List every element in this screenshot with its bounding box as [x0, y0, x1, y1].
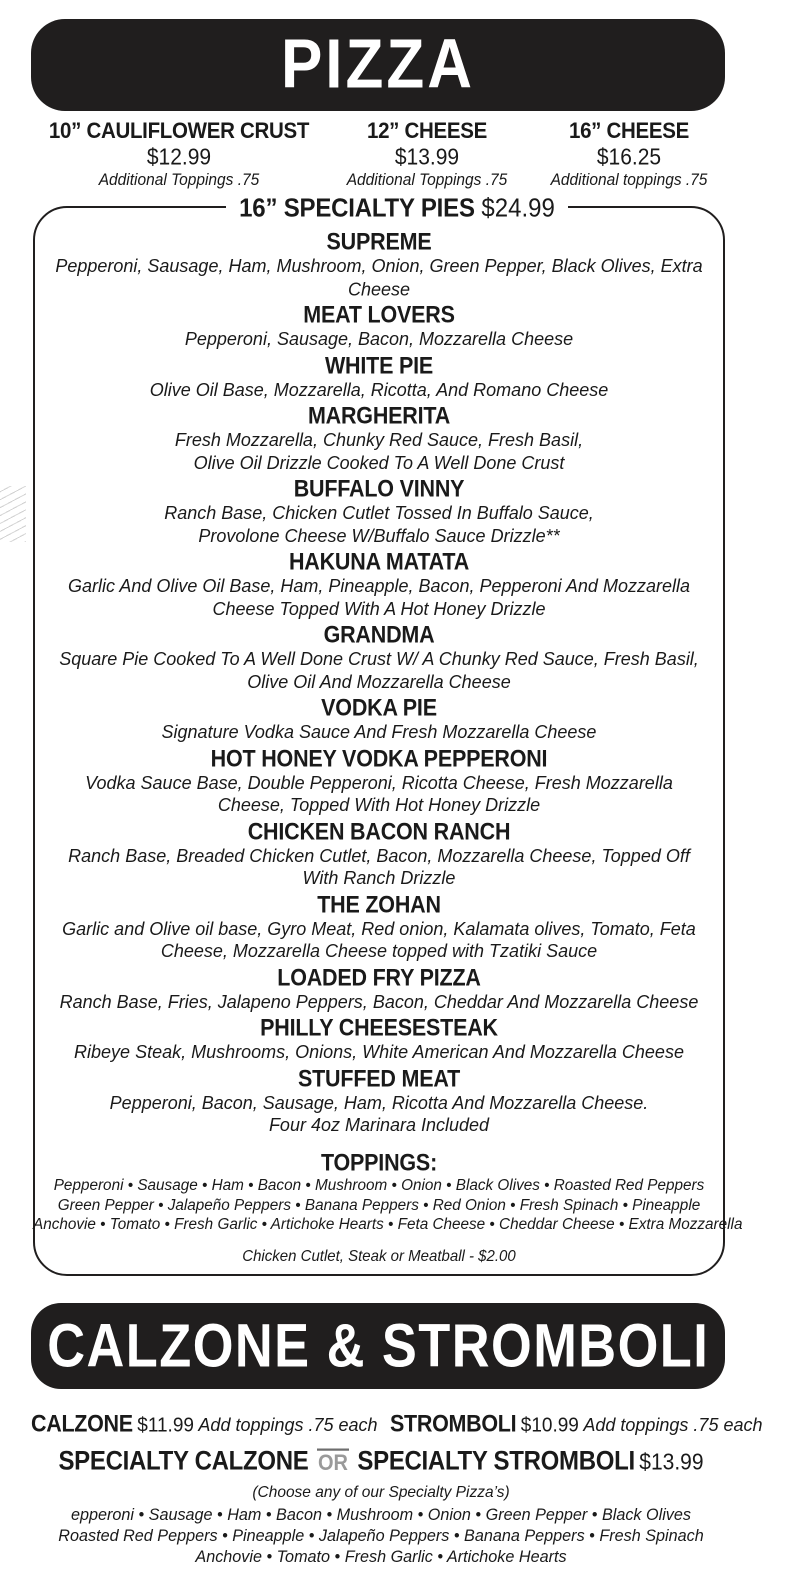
pie-item-hakuna-matata — [33, 550, 725, 620]
toppings-line: Green Pepper • Jalapeño Peppers • Banana Peppers • Red Onion • Fresh Spinach • Pineapple — [57, 1196, 701, 1214]
pie-item-loaded-fry-pizza — [33, 966, 725, 1014]
pie-name: THE ZOHAN — [317, 891, 441, 918]
specialty-choose-note: (Choose any of our Specialty Pizza’s) — [252, 1483, 510, 1502]
size-option-16-cheese — [527, 118, 731, 190]
stromboli-price: $10.99 — [520, 1414, 579, 1437]
calzone-banner-title: CALZONE & STROMBOLI — [47, 1311, 709, 1381]
stromboli-label: STROMBOLI — [390, 1410, 517, 1438]
toppings-line: Pepperoni • Sausage • Ham • Bacon • Mushroom • Onion • Black Olives • Roasted Red Peppers — [53, 1176, 705, 1195]
pie-item-chicken-bacon-ranch — [33, 820, 725, 890]
pie-description: Ribeye Steak, Mushrooms, Onions, White American And Mozzarella Cheese — [74, 1041, 684, 1063]
scan-artifact — [0, 486, 26, 542]
pie-description: Ranch Base, Chicken Cutlet Tossed In Buffalo Sauce, — [164, 502, 594, 524]
size-price: $13.99 — [394, 145, 460, 170]
pie-description: Olive Oil And Mozzarella Cheese — [247, 671, 511, 692]
size-name: 16” CHEESE — [568, 118, 690, 144]
pie-item-supreme — [33, 230, 725, 300]
toppings-premium-note: Chicken Cutlet, Steak or Meatball - $2.00 — [242, 1247, 516, 1265]
pie-description: Ranch Base, Fries, Jalapeno Peppers, Bacon, Cheddar And Mozzarella Cheese — [59, 991, 699, 1012]
specialty-calzone-label: SPECIALTY CALZONE — [58, 1446, 309, 1477]
calzone-label: CALZONE — [31, 1410, 133, 1438]
pie-name: VODKA PIE — [321, 694, 437, 722]
pie-description: Cheese Topped With A Hot Honey Drizzle — [212, 598, 546, 619]
or-badge: OR — [318, 1449, 348, 1477]
pie-description: Cheese, Topped With Hot Honey Drizzle — [217, 794, 541, 816]
pie-description: Square Pie Cooked To A Well Done Crust W/ A Chunky Red Sauce, Fresh Basil, — [59, 648, 699, 670]
pie-item-margherita — [33, 404, 725, 474]
size-topping-note: Additional Toppings .75 — [98, 171, 260, 190]
pie-name: LOADED FRY PIZZA — [277, 964, 481, 991]
pie-name: PHILLY CHEESESTEAK — [260, 1014, 498, 1042]
calzone-topping-note: Add toppings .75 each — [198, 1414, 378, 1436]
calzone-toppings-line: Anchovie • Tomato • Fresh Garlic • Artichoke Hearts — [195, 1547, 567, 1567]
pie-item-vodka-pie — [33, 696, 725, 744]
pie-name: MARGHERITA — [307, 402, 451, 430]
pizza-size-price-row — [31, 118, 731, 190]
pie-description: Olive Oil Base, Mozzarella, Ricotta, And Romano Cheese — [149, 379, 609, 400]
pie-description: Fresh Mozzarella, Chunky Red Sauce, Fresh Basil, — [174, 429, 584, 451]
size-price: $12.99 — [146, 145, 212, 170]
pie-name: SUPREME — [326, 228, 432, 256]
pie-item-grandma — [33, 623, 725, 693]
pie-description: Ranch Base, Breaded Chicken Cutlet, Bacon, Mozzarella Cheese, Topped Off — [68, 845, 690, 866]
calzone-toppings-line: Roasted Red Peppers • Pineapple • Jalapeño Peppers • Banana Peppers • Fresh Spinach — [58, 1526, 704, 1546]
pie-name: MEAT LOVERS — [303, 301, 455, 329]
pie-item-buffalo-vinny — [33, 477, 725, 547]
size-topping-note: Additional toppings .75 — [550, 171, 708, 190]
pie-description: Pepperoni, Sausage, Ham, Mushroom, Onion, Green Pepper, Black Olives, Extra Cheese — [55, 255, 703, 300]
pie-description: Signature Vodka Sauce And Fresh Mozzarella Cheese — [161, 721, 597, 743]
size-price: $16.25 — [596, 145, 662, 170]
specialty-pies-price: $24.99 — [481, 193, 555, 224]
pie-name: STUFFED MEAT — [297, 1065, 461, 1092]
pie-item-white-pie — [33, 354, 725, 402]
size-topping-note: Additional Toppings .75 — [346, 171, 508, 190]
pizza-toppings-block — [33, 1149, 743, 1266]
calzone-price: $11.99 — [137, 1414, 194, 1437]
toppings-line: Anchovie • Tomato • Fresh Garlic • Artichoke Hearts • Feta Cheese • Cheddar Cheese • Extra Mozzarella — [33, 1215, 743, 1234]
pie-description: Pepperoni, Bacon, Sausage, Ham, Ricotta And Mozzarella Cheese. — [109, 1092, 649, 1113]
specialty-calzone-stromboli-row — [31, 1448, 731, 1476]
specialty-pies-label: 16” SPECIALTY PIES — [239, 193, 475, 224]
specialty-stromboli-label: SPECIALTY STROMBOLI — [357, 1446, 635, 1477]
size-name: 12” CHEESE — [366, 118, 488, 144]
toppings-heading: TOPPINGS: — [320, 1149, 438, 1177]
pie-item-meat-lovers — [33, 303, 725, 351]
pie-description: Pepperoni, Sausage, Bacon, Mozzarella Cheese — [184, 328, 574, 350]
pizza-section-banner — [31, 19, 725, 111]
calzone-toppings-line: epperoni • Sausage • Ham • Bacon • Mushroom • Onion • Green Pepper • Black Olives — [70, 1505, 692, 1525]
pie-item-hot-honey-vodka-pepperoni — [33, 747, 725, 817]
pie-name: BUFFALO VINNY — [293, 475, 465, 503]
pie-description: Cheese, Mozzarella Cheese topped with Tzatiki Sauce — [160, 940, 598, 962]
stromboli-topping-note: Add toppings .75 each — [583, 1414, 763, 1436]
pie-item-stuffed-meat — [33, 1067, 725, 1137]
specialty-pies-list — [33, 230, 725, 1140]
pie-name: WHITE PIE — [324, 352, 434, 379]
pie-item-philly-cheesesteak — [33, 1016, 725, 1064]
pie-name: HAKUNA MATATA — [288, 548, 470, 576]
pie-name: CHICKEN BACON RANCH — [247, 818, 511, 845]
pie-item-the-zohan — [33, 893, 725, 963]
pie-description: With Ranch Drizzle — [302, 867, 456, 889]
pie-description: Four 4oz Marinara Included — [268, 1114, 490, 1136]
pie-description: Vodka Sauce Base, Double Pepperoni, Ricotta Cheese, Fresh Mozzarella — [85, 772, 673, 793]
pie-name: GRANDMA — [323, 621, 435, 649]
size-option-12-cheese — [327, 118, 527, 190]
specialty-calzone-stromboli-price: $13.99 — [639, 1450, 704, 1475]
pizza-banner-title: PIZZA — [280, 25, 476, 104]
size-name: 10” CAULIFLOWER CRUST — [48, 118, 310, 144]
size-option-cauliflower — [31, 118, 327, 190]
calzone-section-banner — [31, 1303, 725, 1389]
calzone-toppings-block — [31, 1505, 731, 1568]
pie-description: Garlic and Olive oil base, Gyro Meat, Red onion, Kalamata olives, Tomato, Feta — [62, 918, 696, 939]
pie-description: Garlic And Olive Oil Base, Ham, Pineapple, Bacon, Pepperoni And Mozzarella — [68, 575, 690, 597]
pie-name: HOT HONEY VODKA PEPPERONI — [210, 745, 548, 772]
pie-description: Provolone Cheese W/Buffalo Sauce Drizzle** — [198, 525, 560, 546]
calzone-price-row — [31, 1410, 763, 1438]
pie-description: Olive Oil Drizzle Cooked To A Well Done Crust — [193, 452, 565, 473]
